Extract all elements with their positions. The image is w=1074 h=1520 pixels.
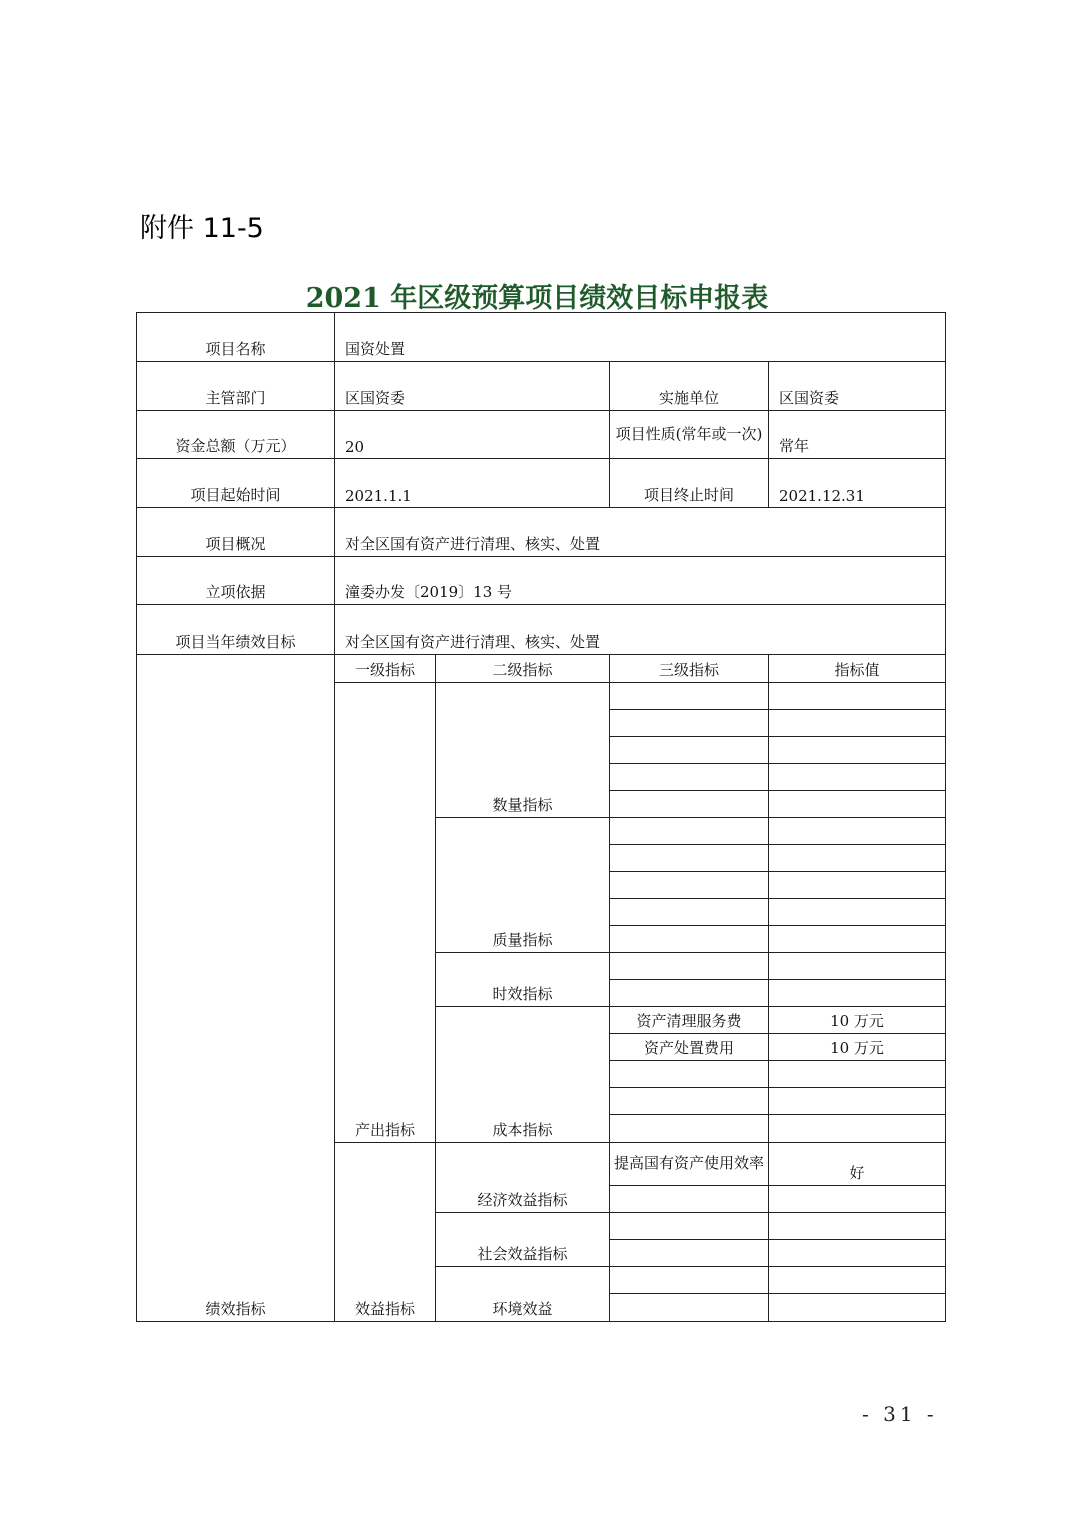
empty-cell: [769, 1294, 946, 1322]
performance-target-table: [136, 312, 946, 1322]
performance-indicators-label: 绩效指标: [137, 655, 335, 1322]
empty-cell: [769, 1213, 946, 1240]
economic-item-value: 好: [769, 1143, 946, 1186]
empty-cell: [610, 710, 769, 737]
empty-cell: [610, 791, 769, 818]
empty-cell: [769, 1088, 946, 1115]
project-name-label: 项目名称: [137, 313, 335, 362]
empty-cell: [769, 791, 946, 818]
overview-value: 对全区国有资产进行清理、核实、处置: [335, 508, 946, 557]
page-number: - 31 -: [862, 1402, 938, 1426]
timeliness-indicator-label: 时效指标: [436, 953, 610, 1007]
output-indicator-label: 产出指标: [335, 683, 436, 1143]
social-indicator-label: 社会效益指标: [436, 1213, 610, 1267]
cost-item-value: 10 万元: [769, 1034, 946, 1061]
empty-cell: [610, 818, 769, 845]
empty-cell: [769, 980, 946, 1007]
start-label: 项目起始时间: [137, 459, 335, 508]
empty-cell: [610, 953, 769, 980]
header-level3: 三级指标: [610, 655, 769, 683]
empty-cell: [610, 764, 769, 791]
cost-item-name: 资产处置费用: [610, 1034, 769, 1061]
basis-label: 立项依据: [137, 557, 335, 605]
empty-cell: [610, 1240, 769, 1267]
empty-cell: [769, 953, 946, 980]
cost-item-value: 10 万元: [769, 1007, 946, 1034]
project-name-value: 国资处置: [335, 313, 946, 362]
header-level1: 一级指标: [335, 655, 436, 683]
dept-label: 主管部门: [137, 362, 335, 411]
empty-cell: [610, 1186, 769, 1213]
empty-cell: [610, 1061, 769, 1088]
empty-cell: [610, 1213, 769, 1240]
empty-cell: [769, 710, 946, 737]
empty-cell: [610, 737, 769, 764]
empty-cell: [769, 845, 946, 872]
empty-cell: [610, 980, 769, 1007]
empty-cell: [610, 1115, 769, 1143]
empty-cell: [610, 899, 769, 926]
economic-item-name: 提高国有资产使用效率: [610, 1143, 769, 1186]
empty-cell: [610, 872, 769, 899]
nature-label: 项目性质(常年或一次): [610, 411, 769, 459]
empty-cell: [610, 926, 769, 953]
economic-indicator-label: 经济效益指标: [436, 1143, 610, 1213]
empty-cell: [769, 1115, 946, 1143]
document-title: 2021 年区级预算项目绩效目标申报表: [305, 283, 769, 314]
end-value: 2021.12.31: [769, 459, 946, 508]
empty-cell: [769, 764, 946, 791]
overview-label: 项目概况: [137, 508, 335, 557]
nature-value: 常年: [769, 411, 946, 459]
empty-cell: [769, 683, 946, 710]
empty-cell: [769, 1061, 946, 1088]
empty-cell: [610, 1267, 769, 1294]
unit-label: 实施单位: [610, 362, 769, 411]
empty-cell: [769, 1267, 946, 1294]
quantity-indicator-label: 数量指标: [436, 683, 610, 818]
cost-indicator-label: 成本指标: [436, 1007, 610, 1143]
funds-label: 资金总额（万元）: [137, 411, 335, 459]
empty-cell: [769, 1186, 946, 1213]
basis-value: 潼委办发〔2019〕13 号: [335, 557, 946, 605]
empty-cell: [769, 818, 946, 845]
empty-cell: [769, 926, 946, 953]
unit-value: 区国资委: [769, 362, 946, 411]
attachment-label: 附件 11-5: [140, 213, 264, 244]
header-value: 指标值: [769, 655, 946, 683]
benefit-indicator-label: 效益指标: [335, 1143, 436, 1322]
empty-cell: [769, 737, 946, 764]
quality-indicator-label: 质量指标: [436, 818, 610, 953]
empty-cell: [769, 899, 946, 926]
empty-cell: [610, 683, 769, 710]
environment-indicator-label: 环境效益: [436, 1267, 610, 1322]
header-level2: 二级指标: [436, 655, 610, 683]
empty-cell: [769, 1240, 946, 1267]
cost-item-name: 资产清理服务费: [610, 1007, 769, 1034]
funds-value: 20: [335, 411, 610, 459]
empty-cell: [610, 845, 769, 872]
empty-cell: [769, 872, 946, 899]
goal-value: 对全区国有资产进行清理、核实、处置: [335, 605, 946, 655]
end-label: 项目终止时间: [610, 459, 769, 508]
dept-value: 区国资委: [335, 362, 610, 411]
empty-cell: [610, 1294, 769, 1322]
start-value: 2021.1.1: [335, 459, 610, 508]
goal-label: 项目当年绩效目标: [137, 605, 335, 655]
empty-cell: [610, 1088, 769, 1115]
